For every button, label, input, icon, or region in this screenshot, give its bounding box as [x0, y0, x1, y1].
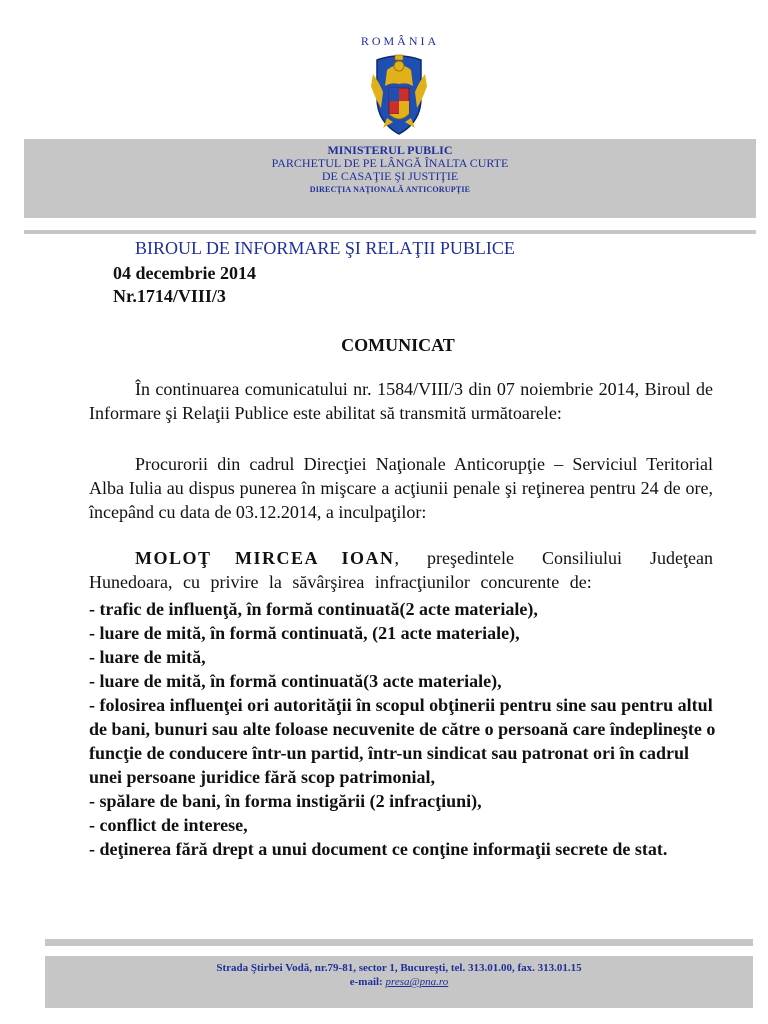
- header-divider: [24, 230, 756, 234]
- intro-paragraph: [89, 377, 713, 425]
- directorate-name: DIRECŢIA NAŢIONALĂ ANTICORUPŢIE: [309, 185, 471, 194]
- romania-coat-of-arms-icon: [367, 52, 431, 136]
- charge-item: - deţinerea fără drept a unui document ce conţine informaţii secrete de stat.: [89, 839, 668, 859]
- charge-item: - luare de mită,: [89, 647, 206, 667]
- issuing-office: BIROUL DE INFORMARE ŞI RELAŢII PUBLICE: [135, 238, 515, 258]
- footer-divider: [45, 939, 753, 946]
- defendant-name: MOLOŢ MIRCEA IOAN: [135, 548, 395, 568]
- action-paragraph: [89, 452, 713, 524]
- footer-email-label: e-mail:: [349, 976, 386, 988]
- charge-item: - conflict de interese,: [89, 815, 248, 835]
- ministry-name: MINISTERUL PUBLIC: [327, 143, 453, 157]
- defendant-paragraph: [89, 546, 713, 594]
- prosecutor-office-line2: DE CASAŢIE ŞI JUSTIŢIE: [321, 169, 459, 183]
- footer-band: [45, 956, 753, 1008]
- country-label: ROMÂNIA: [360, 34, 440, 48]
- intro-paragraph-text: În continuarea comunicatului nr. 1584/VIII/3 din 07 noiembrie 2014, Biroul de Informare şi Relaţii Publice este abilitat să transmită următoarele:: [89, 379, 713, 423]
- charge-item: - luare de mită, în formă continuată, (21 acte materiale),: [89, 623, 520, 643]
- footer-email-line: [45, 975, 753, 989]
- defendant-description: , preşedintele Consiliului Judeţean Hunedoara, cu privire la săvârşirea infracţiunilor concurente de:: [89, 548, 713, 592]
- email-link[interactable]: presa@pna.ro: [385, 976, 449, 988]
- footer-address: Strada Ştirbei Vodă, nr.79-81, sector 1, Bucureşti, tel. 313.01.00, fax. 313.01.15: [216, 962, 582, 974]
- charge-item: - luare de mită, în formă continuată(3 acte materiale),: [89, 671, 502, 691]
- document-date: 04 decembrie 2014: [113, 263, 256, 283]
- charge-item: - folosirea influenţei ori autorităţii în scopul obţinerii pentru sine sau pentru altul de bani, bunuri sau alte foloase necuvenite de către o persoană care îndeplineşte o funcţie de conducere într-un partid, într-un sindicat sau patronat ori în cadrul unei persoane juridice fără scop patrimonial,: [89, 695, 716, 787]
- prosecutor-office-line1: PARCHETUL DE PE LÂNGĂ ÎNALTA CURTE: [271, 156, 509, 170]
- charge-item: - trafic de influenţă, în formă continuată(2 acte materiale),: [89, 599, 538, 619]
- letterhead-band: [24, 139, 756, 218]
- charge-item: - spălare de bani, în forma instigării (2 infracţiuni),: [89, 791, 482, 811]
- document-number: Nr.1714/VIII/3: [113, 286, 226, 306]
- charges-list: [89, 597, 719, 861]
- document-title: COMUNICAT: [341, 335, 455, 355]
- action-paragraph-text: Procurorii din cadrul Direcţiei Naţionale Anticorupţie – Serviciul Teritorial Alba Iulia au dispus punerea în mişcare a acţiunii penale şi reţinerea pentru 24 de ore, începând cu data de 03.12.2014, a inculpaţilor:: [89, 454, 713, 522]
